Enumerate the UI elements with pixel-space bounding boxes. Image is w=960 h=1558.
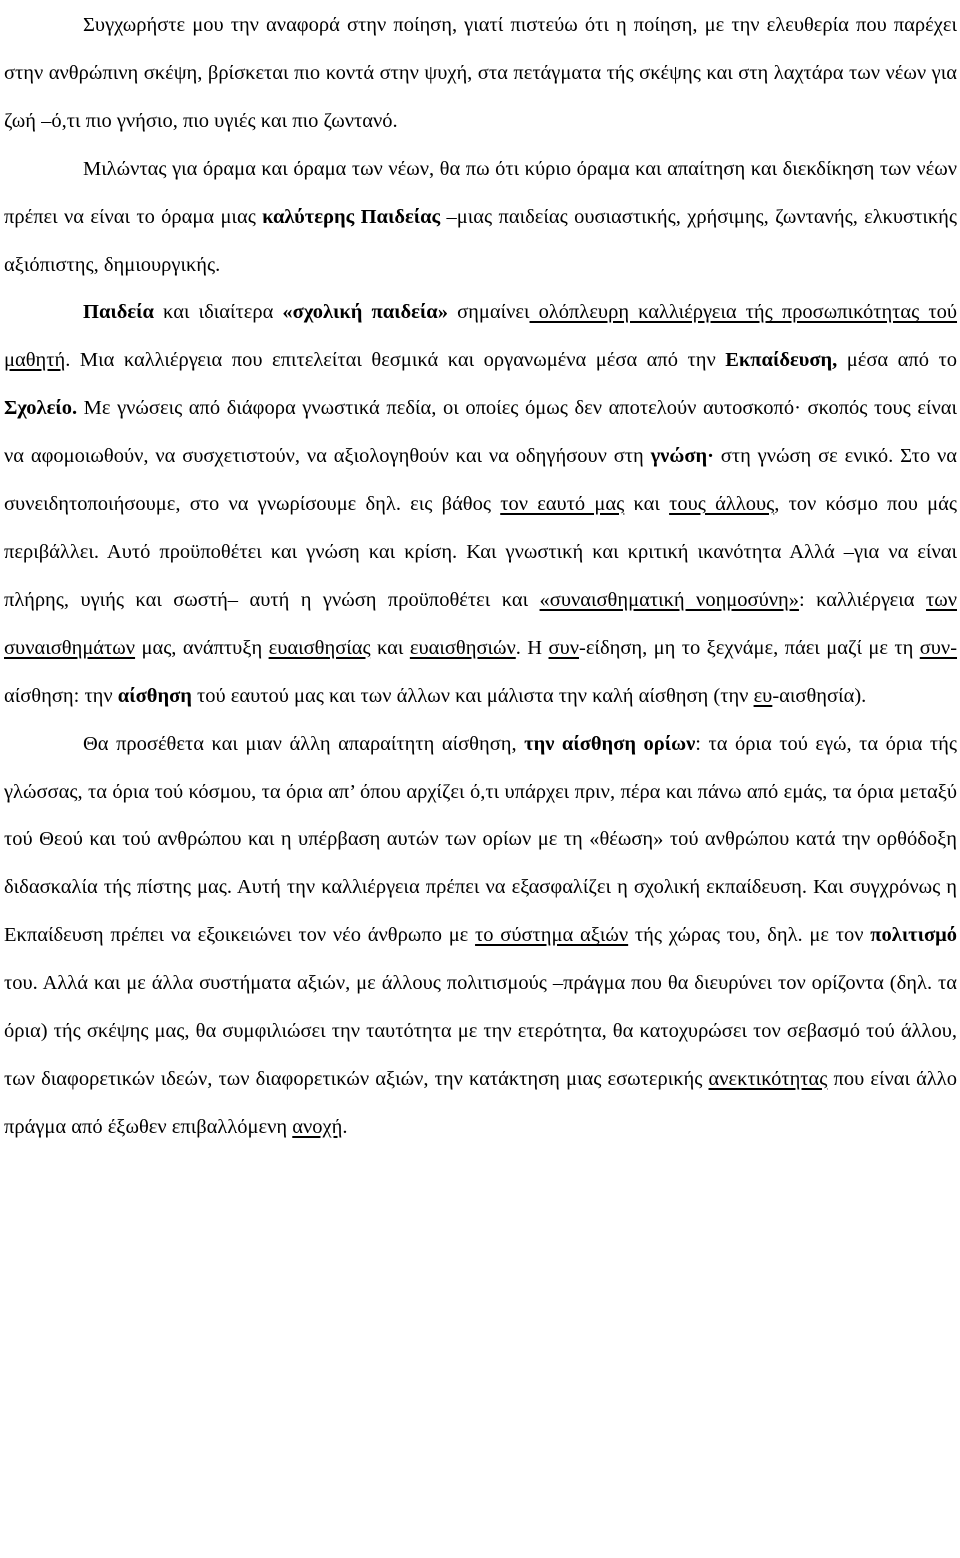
text-run: Μιλώντας για όραμα και όραμα των νέων, θα πω ότι κύριο όραμα και απαίτηση και διεκδίκηση των νέων πρέπει να είναι το όραμα μιας [4,157,957,228]
text-run: –μιας παιδείας ουσιαστικής, χρήσιμης, ζωντανής, ελκυστικής αξιόπιστης, δημιουργικής. [4,205,957,276]
text-run: Θα προσέθετα και μιαν άλλη απαραίτητη αίσθηση, [83,732,525,755]
bold-text: καλύτερης Παιδείας [262,205,441,228]
text-run: μέσα από το [837,349,957,372]
underlined-text: ανοχή [292,1115,343,1138]
text-run: και [370,636,410,659]
text-run: Συγχωρήστε μου την αναφορά στην ποίηση, γιατί πιστεύω ότι η ποίηση, με την ελευθερία που παρέχει στην ανθρώπινη σκέψη, βρίσκεται πιο κοντά στην ψυχή, στα πετάγματα τής σκέψης και στη λαχτάρα των νέων για ζωή –ό,τι πιο γνήσιο, πιο υγιές και πιο ζωντανό. [4,14,957,132]
text-run: τής χώρας του, δηλ. με τον [628,924,871,947]
text-run: μας, ανάπτυξη [135,636,269,659]
underlined-text: συν- [919,636,958,659]
text-run: και [624,493,670,516]
bold-text: πολιτισμό [870,924,958,947]
bold-text: την αίσθηση ορίων [524,732,696,755]
text-run: και ιδιαίτερα [153,301,283,324]
bold-text: γνώση· [650,445,714,468]
text-run: -είδηση, μη το ξεχνάμε, πάει μαζί με τη [579,636,920,659]
text-run: . [342,1115,348,1138]
bold-text: Εκπαίδευση, [725,349,838,372]
text-run: που είναι άλλο πράγμα από έξωθεν επιβαλλόμενη [4,1067,957,1138]
bold-text: Σχολείο. [4,397,78,420]
underlined-text: των συναισθημάτων [4,588,957,659]
bold-text: Παιδεία [83,301,154,324]
text-run: : καλλιέργεια [798,588,926,611]
text-run: : τα όρια τού εγώ, τα όρια τής γλώσσας, τα όρια τού κόσμου, τα όρια απ’ όπου αρχίζει ό,τι υπάρχει πριν, πέρα και πάνω από εμάς, τα όρια μεταξύ τού Θεού και τού ανθρώπου και η υπέρβαση αυτών των ορίων με τη «θέωση» τού ανθρώπου κατά την ορθόδοξη διδασκαλία τής πίστης μας. Αυτή την καλλιέργεια πρέπει να εξασφαλίζει η σχολική εκπαίδευση. Και συγχρόνως η Εκπαίδευση πρέπει να εξοικειώνει τον νέο άνθρωπο με [4,732,957,947]
text-run: , τον κόσμο που μάς περιβάλλει. Αυτό προϋποθέτει και γνώση και κρίση. Και γνωστική και κριτική ικανότητα Αλλά –για να είναι πλήρης, υγιής και σωστή– αυτή η γνώση προϋποθέτει και [4,493,957,611]
underlined-text: το σύστημα αξιών [475,924,629,947]
bold-text: «σχολική παιδεία» [282,301,448,324]
text-run: . Μια καλλιέργεια που επιτελείται θεσμικά και οργανωμένα μέσα από την [65,349,726,372]
text-run: Με γνώσεις από διάφορα γνωστικά πεδία, οι οποίες όμως δεν αποτελούν αυτοσκοπό· σκοπός τους είναι να αφομοιωθούν, να συσχετιστούν, να αξιολογηθούν και να οδηγήσουν στη [4,397,957,468]
text-run: σημαίνει [447,301,530,324]
text-run: -αισθησία). [772,684,867,707]
paragraph-poetry [4,2,957,146]
bold-text: αίσθηση [117,684,192,707]
text-run: αίσθηση: την [4,684,118,707]
text-run: . Η [515,636,549,659]
underlined-text: ευ [753,684,773,707]
underlined-text: συν [548,636,579,659]
underlined-text: τον εαυτό μας [500,493,625,516]
underlined-text: ευαισθησιών [409,636,516,659]
text-run: τού εαυτού μας και των άλλων και μάλιστα την καλή αίσθηση (την [191,684,754,707]
underlined-text: ευαισθησίας [268,636,371,659]
paragraph-limits [4,721,957,1152]
paragraph-vision [4,146,957,290]
underlined-text: ανεκτικότητας [708,1067,828,1090]
paragraph-education [4,289,957,720]
underlined-text: «συναισθηματική νοημοσύνη» [539,588,799,611]
underlined-text: ολόπλευρη καλλιέργεια τής προσωπικότητας τού μαθητή [4,301,958,372]
text-run: του. Αλλά και με άλλα συστήματα αξιών, με άλλους πολιτισμούς –πράγμα που θα διευρύνει τον ορίζοντα (δηλ. τα όρια) τής σκέψης μας, θα συμφιλιώσει την ταυτότητα με την ετερότητα, θα κατοχυρώσει τον σεβασμό τού άλλου, των διαφορετικών ιδεών, των διαφορετικών αξιών, την κατάκτηση μιας εσωτερικής [4,972,957,1090]
text-run: στη γνώση σε ενικό. Στο να συνειδητοποιήσουμε, στο να γνωρίσουμε δηλ. εις βάθος [4,445,957,516]
underlined-text: τους άλλους [669,493,775,516]
